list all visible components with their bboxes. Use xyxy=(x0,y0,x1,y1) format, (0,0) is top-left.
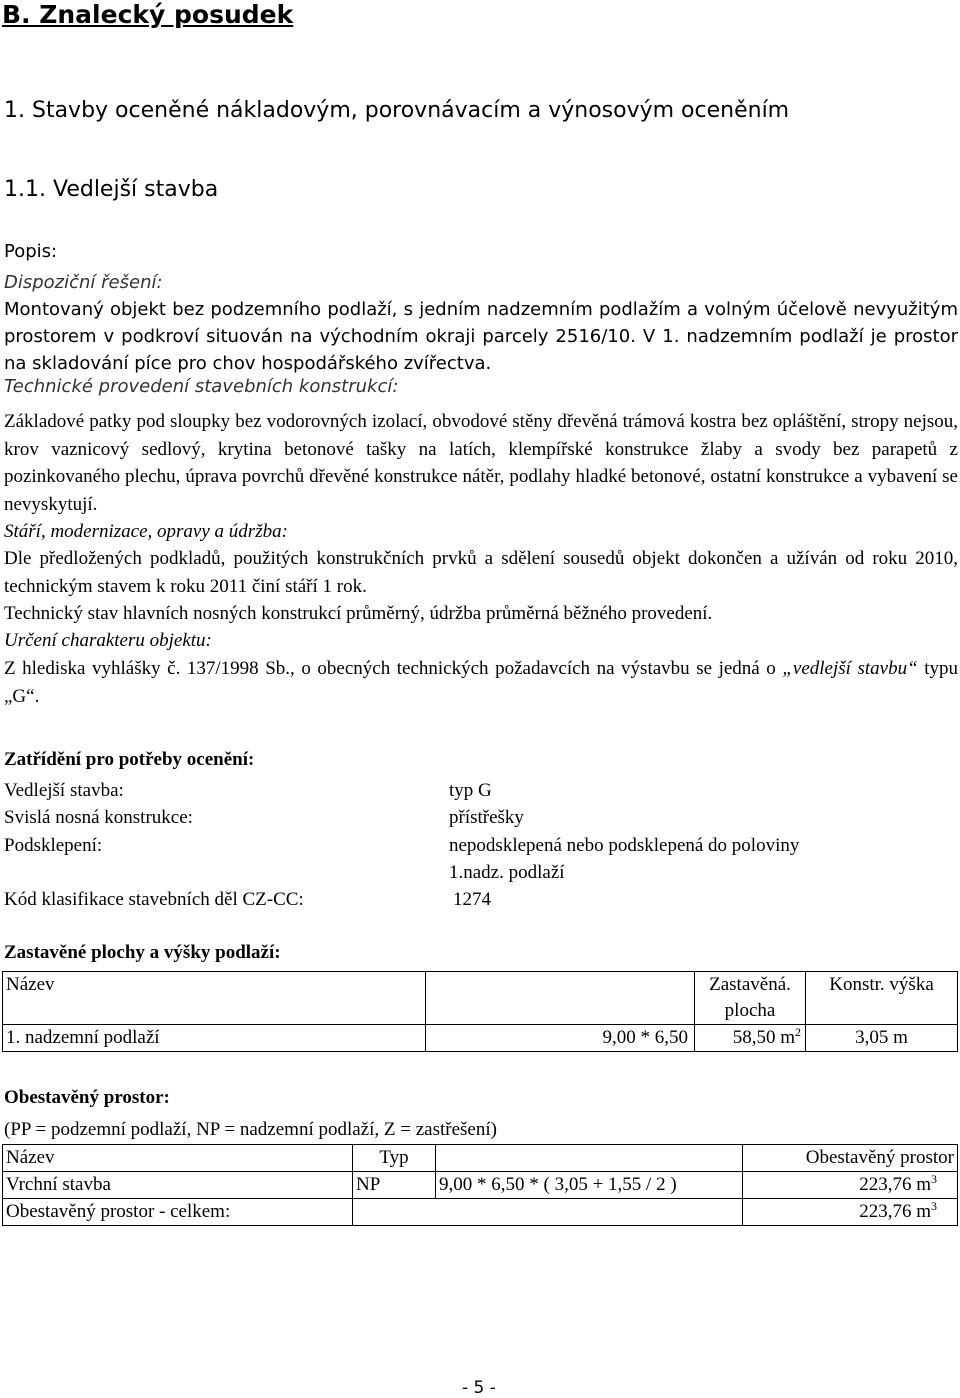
subsection-title: 1.1. Vedlejší stavba xyxy=(4,177,219,202)
table-cell: 9,00 * 6,50 * ( 3,05 + 1,55 / 2 ) xyxy=(436,1172,743,1199)
table-header-cell xyxy=(436,1145,743,1172)
page-number: - 5 - xyxy=(462,1378,496,1398)
plochy-heading: Zastavěné plochy a výšky podlaží: xyxy=(4,942,281,963)
dispozicni-reseni-label: Dispoziční řešení: xyxy=(4,272,163,293)
table-header-cell: Název xyxy=(3,972,426,1025)
prostor-table xyxy=(2,1144,958,1226)
technicky-stav-text: Technický stav hlavních nosných konstrukcí průměrný, údržba průměrná běžného provedení. xyxy=(4,603,713,624)
table-header-row xyxy=(3,1145,958,1172)
table-cell: 1. nadzemní podlaží xyxy=(3,1025,426,1052)
table-cell: 3,05 m xyxy=(806,1025,958,1052)
urceni-charakteru-text: Z hlediska vyhlášky č. 137/1998 Sb., o obecných technických požadavcích na výstavbu se jedná o „vedlejší stavbu“ typu „G“. xyxy=(4,658,958,707)
stari-text: Dle předložených podkladů, použitých konstrukčních prvků a sdělení sousedů objekt dokončen a užíván od roku 2010, technickým stavem k roku 2011 činí stáří 1 rok. xyxy=(4,548,958,597)
table-header-cell: Název xyxy=(3,1145,353,1172)
table-header-cell: Typ xyxy=(353,1145,436,1172)
table-header-cell: Zastavěná. plocha xyxy=(695,972,806,1025)
prostor-legend: (PP = podzemní podlaží, NP = nadzemní podlaží, Z = zastřešení) xyxy=(4,1119,497,1140)
zatrideni-label: Kód klasifikace stavebních děl CZ-CC: xyxy=(4,889,304,910)
table-cell xyxy=(436,1199,743,1226)
technicke-provedeni-text: Základové patky pod sloupky bez vodorovných izolací, obvodové stěny dřevěná trámová kostra bez opláštění, stropy nejsou, krov vaznicový sedlový, krytina betonové tašky na latích, klempířské konstrukce žlaby a svody bez parapetů z pozinkovaného plechu, úprava povrchů dřevěné konstrukce nátěr, podlahy hladké betonové, ostatní konstrukce a vybavení se nevyskytují. xyxy=(4,411,958,515)
table-cell: 9,00 * 6,50 xyxy=(426,1025,695,1052)
table-cell: 223,76 $m^3$ xyxy=(743,1172,958,1199)
document-title: B. Znalecký posudek xyxy=(2,0,294,29)
table-cell: NP xyxy=(353,1172,436,1199)
zatrideni-value: 1.nadz. podlaží xyxy=(449,862,565,883)
technicke-provedeni-label: Technické provedení stavebních konstrukcí: xyxy=(4,376,399,397)
table-row xyxy=(3,1172,958,1199)
zatrideni-value: přístřešky xyxy=(449,807,524,828)
zatrideni-value: typ G xyxy=(449,780,492,801)
zatrideni-label: Podsklepení: xyxy=(4,835,103,856)
dispozicni-reseni-text: Montovaný objekt bez podzemního podlaží, s jedním nadzemním podlažím a volným účelově nevyužitým prostorem v podkroví situován na východním okraji parcely 2516/10. V 1. nadzemním podlaží je prostor na skladování píce pro chov hospodářského zvířectva. xyxy=(4,299,958,374)
stari-label: Stáří, modernizace, opravy a údržba: xyxy=(4,521,288,542)
table-cell: 223,76 $m^3$ xyxy=(743,1199,958,1226)
table-row xyxy=(3,1199,958,1226)
zatrideni-value: nepodsklepená nebo podsklepená do poloviny xyxy=(449,835,800,856)
table-cell: Vrchní stavba xyxy=(3,1172,353,1199)
zatrideni-value: 1274 xyxy=(453,889,491,910)
table-header-cell: Konstr. výška xyxy=(806,972,958,1025)
zatrideni-label: Vedlejší stavba: xyxy=(4,780,124,801)
table-cell: Obestavěný prostor - celkem: xyxy=(3,1199,353,1226)
zatrideni-label: Svislá nosná konstrukce: xyxy=(4,807,193,828)
plochy-table xyxy=(2,971,958,1052)
table-cell: 58,50 $m^2$ xyxy=(695,1025,806,1052)
popis-label: Popis: xyxy=(4,241,58,262)
urceni-charakteru-label: Určení charakteru objektu: xyxy=(4,630,212,651)
table-row xyxy=(3,1025,958,1052)
table-cell xyxy=(353,1199,436,1226)
table-header-row xyxy=(3,972,958,1025)
table-header-cell: Obestavěný prostor xyxy=(743,1145,958,1172)
prostor-heading: Obestavěný prostor: xyxy=(4,1087,170,1108)
table-header-cell xyxy=(426,972,695,1025)
section-title: 1. Stavby oceněné nákladovým, porovnávacím a výnosovým oceněním xyxy=(4,98,790,123)
zatrideni-heading: Zatřídění pro potřeby ocenění: xyxy=(4,749,255,770)
